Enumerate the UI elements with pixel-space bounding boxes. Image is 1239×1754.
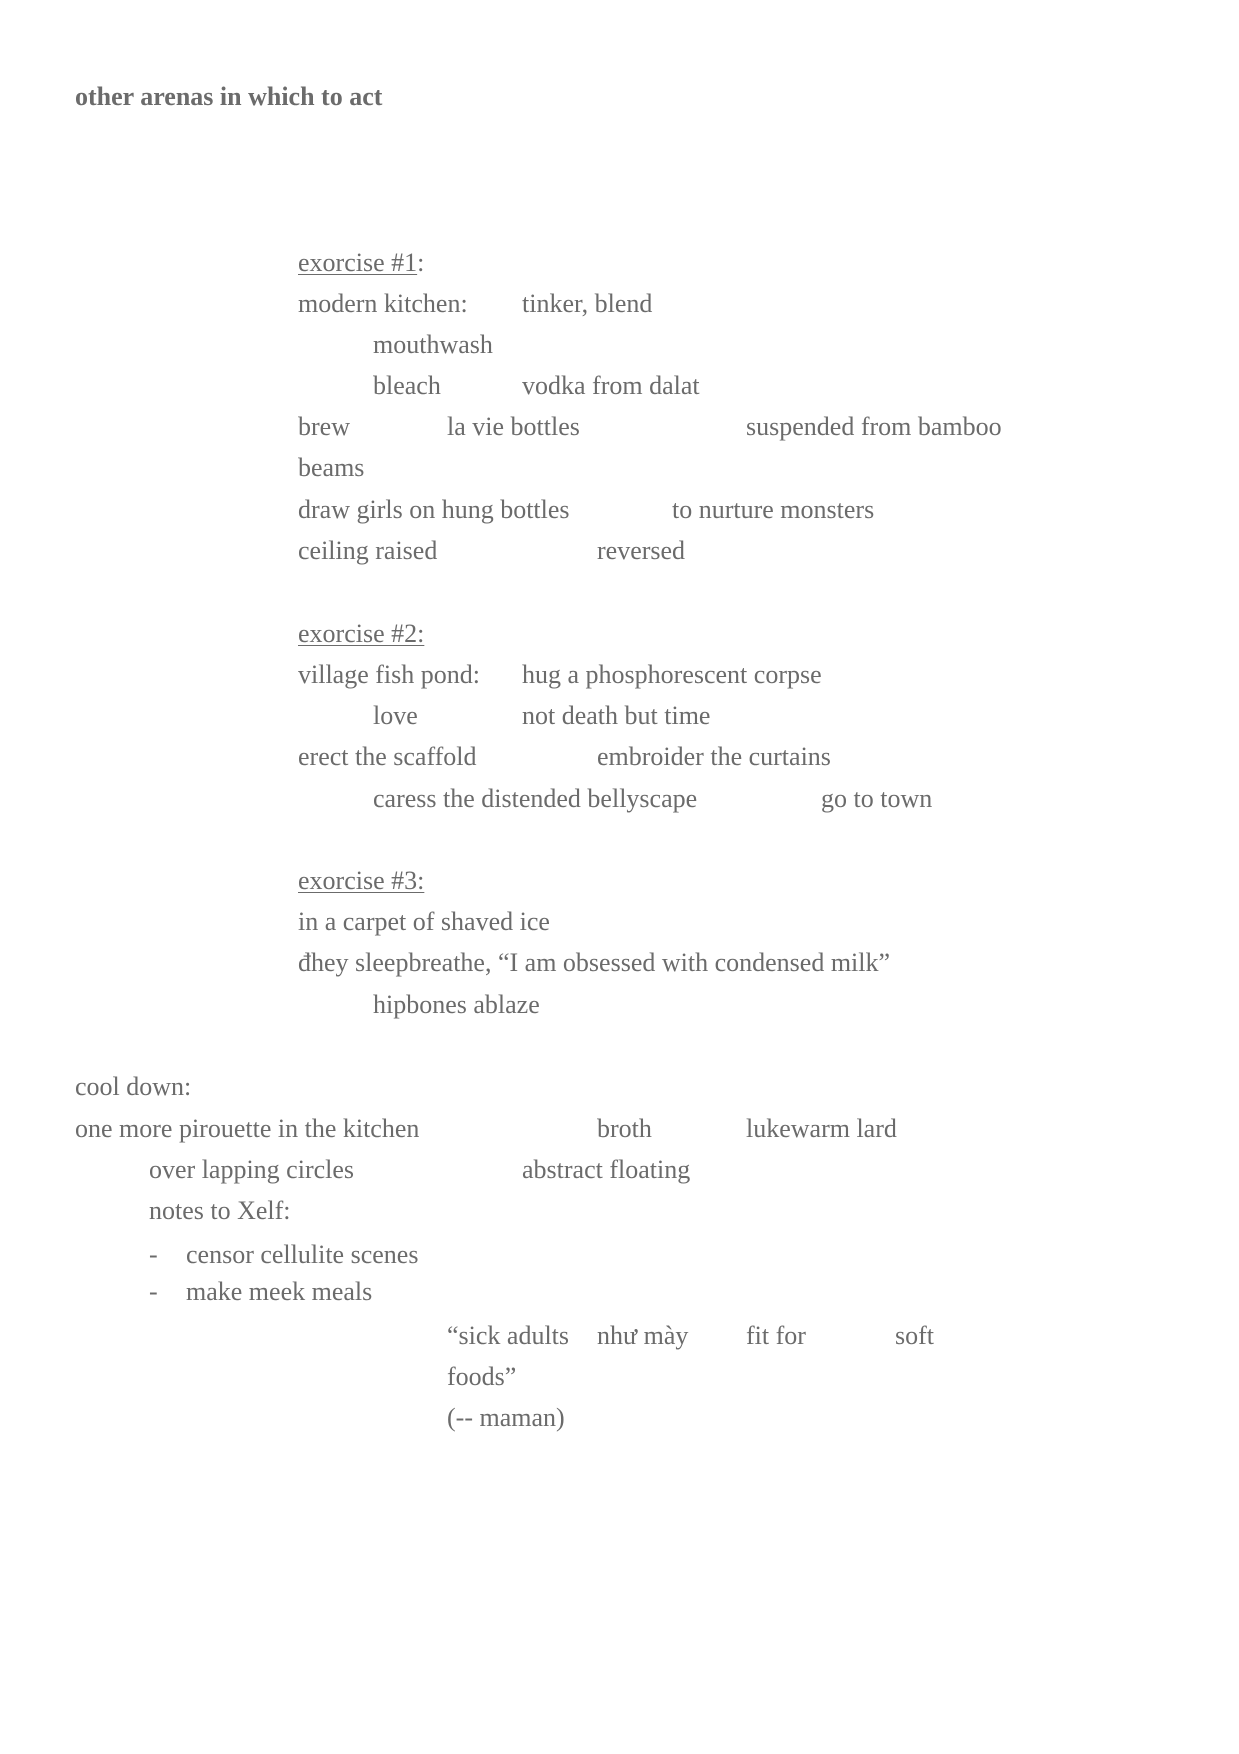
exorcise-1-line-1a: modern kitchen: (298, 289, 468, 318)
exorcise-2-line-3a: erect the scaffold (298, 742, 477, 771)
cooldown-line-1b: broth (597, 1114, 652, 1143)
exorcise-2-line-4a: caress the distended bellyscape (373, 784, 698, 813)
exorcise-2-line-1a: village fish pond: (298, 660, 480, 689)
list-item: censor cellulite scenes (186, 1240, 419, 1269)
page-title: other arenas in which to act (75, 82, 383, 111)
exorcise-1-line-1b: tinker, blend (522, 289, 653, 318)
exorcise-1-line-7b: reversed (597, 536, 686, 565)
exorcise-2-line-3b: embroider the curtains (597, 742, 831, 771)
quote-line-1c: fit for (746, 1321, 806, 1350)
exorcise-1-line-5: beams (298, 453, 365, 482)
exorcise-3-line-1: in a carpet of shaved ice (298, 907, 550, 936)
bullet-dash: - (149, 1240, 158, 1269)
list-item: make meek meals (186, 1277, 373, 1306)
exorcise-2-line-2a: love (373, 701, 418, 730)
exorcise-1-line-7a: ceiling raised (298, 536, 438, 565)
exorcise-1-heading (298, 248, 424, 278)
quote-attribution: (-- maman) (447, 1403, 565, 1432)
quote-line-1b: như mày (597, 1321, 689, 1350)
exorcise-1-heading-text: exorcise #1 (298, 248, 418, 277)
cooldown-line-3: notes to Xelf: (149, 1196, 291, 1225)
exorcise-2-line-4b: go to town (821, 784, 933, 813)
exorcise-1-line-4b: la vie bottles (447, 412, 580, 441)
cooldown-line-2b: abstract floating (522, 1155, 691, 1184)
quote-line-2: foods” (447, 1362, 517, 1391)
quote-line-1a: “sick adults (447, 1321, 570, 1350)
exorcise-2-line-1b: hug a phosphorescent corpse (522, 660, 822, 689)
exorcise-3-line-3: hipbones ablaze (373, 990, 540, 1019)
bullet-dash: - (149, 1277, 158, 1306)
exorcise-1-line-4a: brew (298, 412, 350, 441)
exorcise-1-line-6b: to nurture monsters (672, 495, 875, 524)
exorcise-1-line-3a: bleach (373, 371, 441, 400)
exorcise-3-line-2: đhey sleepbreathe, “I am obsessed with condensed milk” (298, 948, 891, 977)
cooldown-line-1c: lukewarm lard (746, 1114, 897, 1143)
exorcise-1-line-4c: suspended from bamboo (746, 412, 1002, 441)
exorcise-3-heading: exorcise #3: (298, 866, 425, 895)
cooldown-line-1a: one more pirouette in the kitchen (75, 1114, 420, 1143)
exorcise-1-heading-colon: : (417, 248, 425, 277)
cooldown-line-2a: over lapping circles (149, 1155, 355, 1184)
cooldown-heading: cool down: (75, 1072, 192, 1101)
exorcise-1-line-2: mouthwash (373, 330, 493, 359)
exorcise-1-line-6a: draw girls on hung bottles (298, 495, 570, 524)
quote-line-1d: soft (895, 1321, 934, 1350)
exorcise-2-line-2b: not death but time (522, 701, 711, 730)
exorcise-1-line-3b: vodka from dalat (522, 371, 700, 400)
exorcise-2-heading: exorcise #2: (298, 619, 425, 648)
